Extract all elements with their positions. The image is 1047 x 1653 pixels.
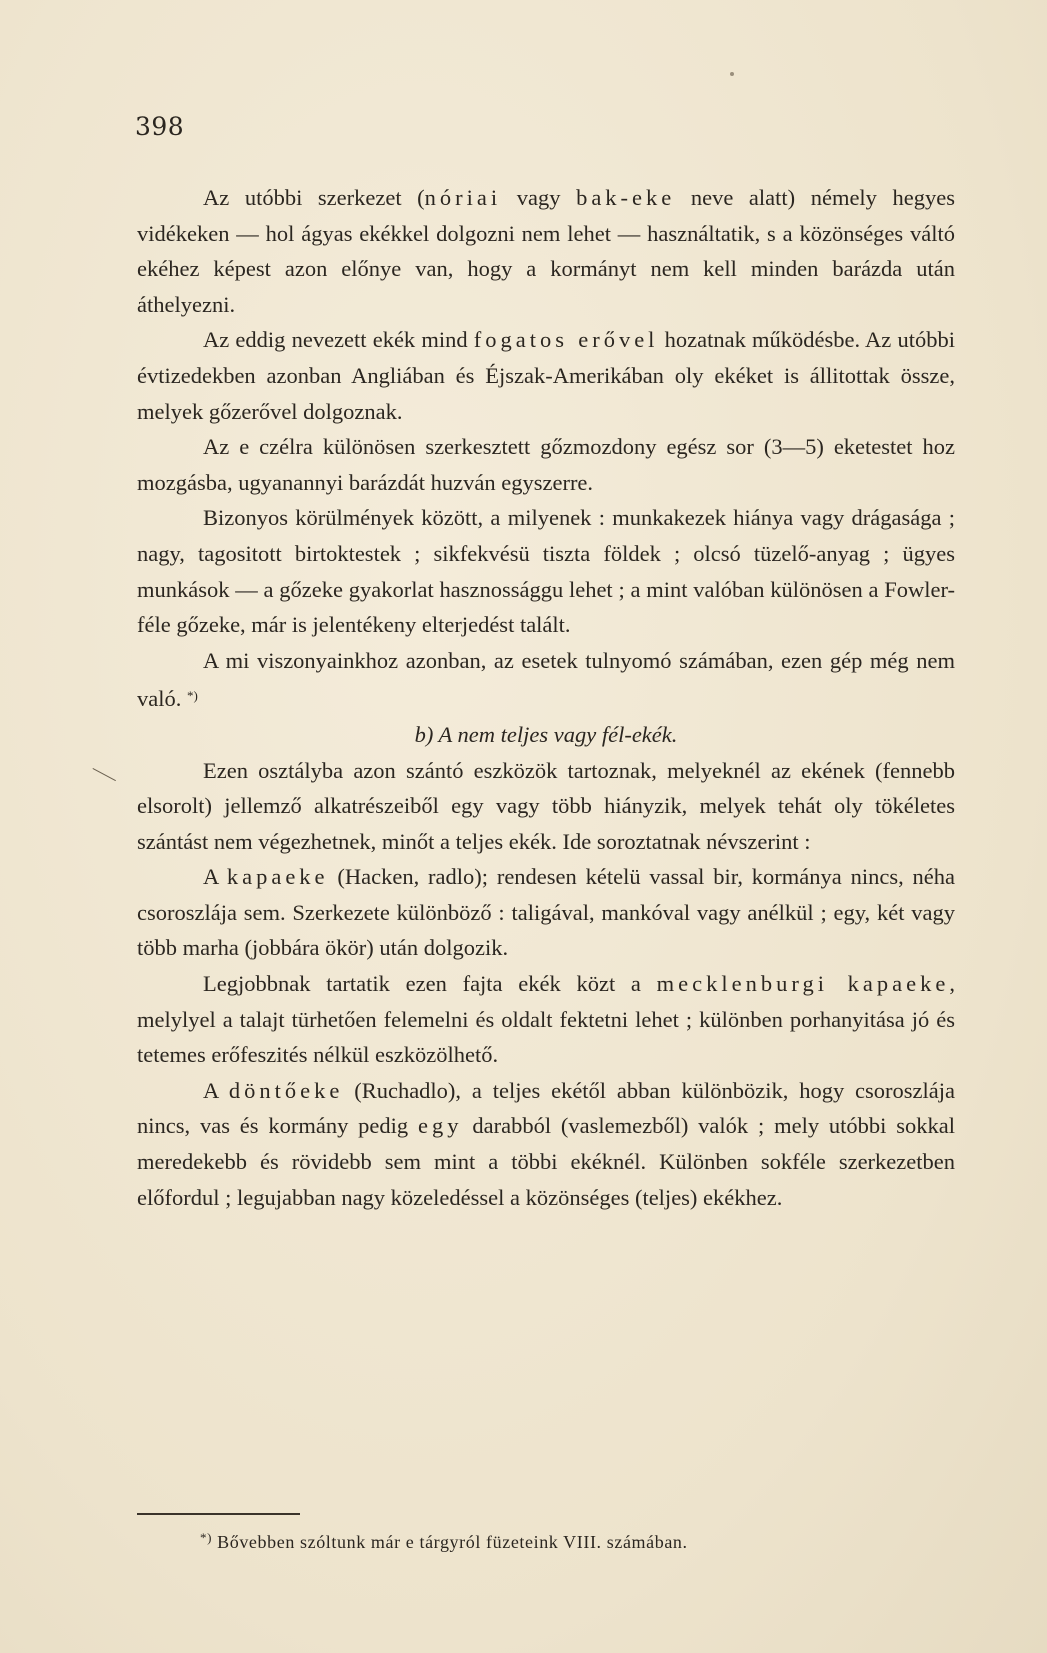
text-run: (Hacken, radlo); rendesen kételü vassal bir, kormánya nincs, néha csoroszlája sem. Szerkezete különböző : taligával, mankóval vagy anélkül ; egy, két vagy több marha (jobbára ökör) után dolgozik. <box>137 864 955 961</box>
text-run: Bizonyos körülmények között, a milyenek : munkakezek hiánya vagy drágasága ; nagy, tagositott birtoktestek ; sikfekvésü tiszta földek ; olcsó tüzelő-anyag ; ügyes munkások — a gőzeke gyakorlat hasznossággu lehet ; a mint valóban különösen a Fowler-féle gőzeke, már is jelentékeny elterjedést talált. <box>137 505 955 638</box>
text-run: (Ruchadlo), a teljes ekétől abban különbözik, hogy csoroszlája nincs, vas és kormány pedig <box>137 1077 956 1139</box>
paragraph <box>137 180 955 322</box>
footnote <box>200 1530 688 1553</box>
paragraph <box>137 966 955 1073</box>
paragraph <box>137 753 955 860</box>
margin-pencil-mark <box>86 768 116 793</box>
text-run: Az eddig nevezett ekék mind <box>203 327 474 353</box>
text-run: b) A nem teljes vagy fél-ekék. <box>414 721 678 747</box>
paragraph <box>137 643 955 717</box>
text-run: neve alatt) némely hegyes vidékeken — hol ágyas ekékkel dolgozni nem lehet — használtatik, s a közönséges váltó ekéhez képest azon előnye van, hogy a kormányt nem kell minden barázda után áthelyezni. <box>137 185 955 317</box>
paragraph <box>137 1073 955 1215</box>
spaced-emphasis: döntőeke <box>228 1077 344 1103</box>
text-run: A <box>203 864 227 890</box>
footnote-marker: *) <box>200 1530 213 1545</box>
text-run: Legjobbnak tartatik ezen fajta ekék közt a <box>203 971 657 997</box>
section-heading <box>137 717 955 753</box>
spaced-emphasis: mecklenburgi kapaeke <box>656 971 950 997</box>
text-run: Az e czélra különösen szerkesztett gőzmozdony egész sor (3—5) eketestet hoz mozgásba, ugyanannyi barázdát huzván egyszerre. <box>137 434 955 495</box>
paragraph <box>137 859 955 966</box>
spaced-emphasis: nóriai <box>424 185 502 210</box>
footnote-ref: *) <box>187 688 198 704</box>
text-run: Ezen osztályba azon szántó eszközök tartoznak, melyeknél az ekének (fennebb elsorolt) jellemző alkatrészeiből egy vagy több hiányzik, melyek tehát oly tökéletes szántást nem végezhetnek, minőt a teljes ekék. Ide soroztatnak névszerint : <box>137 757 955 854</box>
text-run: , melylyel a talajt türhetően felemelni és oldalt fektetni lehet ; különben porhanyitása jó és tetemes erőfeszités nélkül eszközölhető. <box>137 971 955 1068</box>
footnote-text: Bővebben szóltunk már e tárgyról füzeteink VIII. számában. <box>212 1532 688 1552</box>
text-run: A <box>203 1077 229 1103</box>
paragraph <box>137 500 955 642</box>
text-run: hozatnak működésbe. Az utóbbi évtizedekben azonban Angliában és Éjszak-Amerikában oly ekéket is állitottak össze, melyek gőzerővel dolgoznak. <box>137 327 955 424</box>
spaced-emphasis: bak-eke <box>576 185 676 210</box>
page-number: 398 <box>135 112 185 141</box>
paragraph <box>137 322 955 429</box>
text-run: A mi viszonyainkhoz azonban, az esetek tulnyomó számában, ezen gép még nem való. <box>137 647 955 712</box>
paper-speck <box>730 72 734 76</box>
footnote-rule <box>137 1513 300 1515</box>
text-run: vagy <box>501 185 577 210</box>
spaced-emphasis: fogatos erővel <box>473 327 659 353</box>
body-text <box>137 180 955 1215</box>
text-run: darabból (vaslemezből) valók ; mely utóbbi sokkal meredekebb és rövidebb sem mint a többi ekéknél. Különben sokféle szerkezetben előfordul ; legujabban nagy közeledéssel a közönséges (teljes) ekékhez. <box>137 1113 955 1210</box>
spaced-emphasis: egy <box>418 1113 463 1139</box>
spaced-emphasis: kapaeke <box>226 864 329 890</box>
text-run: Az utóbbi szerkezet ( <box>203 185 425 210</box>
paragraph <box>137 429 955 500</box>
